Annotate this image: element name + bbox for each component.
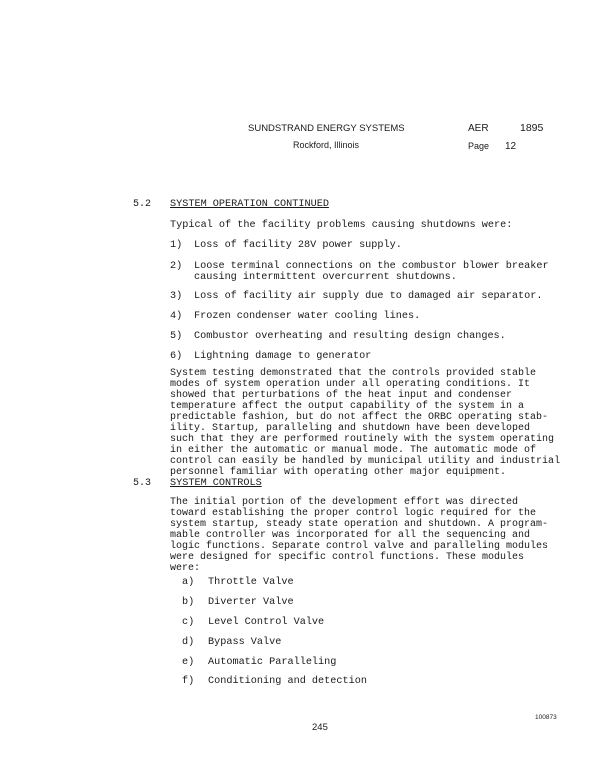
list-number: 2) bbox=[170, 261, 183, 272]
paragraph-line: in either the automatic or manual mode. The automatic mode of bbox=[170, 445, 537, 456]
list-item: Loss of facility 28V power supply. bbox=[194, 240, 402, 251]
list-item: Level Control Valve bbox=[208, 617, 325, 628]
list-item: Diverter Valve bbox=[208, 597, 294, 608]
paragraph-line: control can easily be handled by municipal utility and industrial bbox=[170, 456, 561, 467]
list-item: Throttle Valve bbox=[208, 577, 294, 588]
company-location: Rockford, Illinois bbox=[293, 140, 360, 150]
paragraph-line: were: bbox=[170, 563, 201, 574]
list-item: Loss of facility air supply due to damaged air separator. bbox=[194, 291, 543, 302]
paragraph-line: system startup, steady state operation and shutdown. A program- bbox=[170, 519, 549, 530]
section-title: SYSTEM CONTROLS bbox=[170, 478, 262, 489]
list-item: Loose terminal connections on the combustor blower breaker bbox=[194, 261, 549, 272]
list-item: Bypass Valve bbox=[208, 637, 282, 648]
list-item: Automatic Paralleling bbox=[208, 657, 337, 668]
paragraph-line: toward establishing the proper control logic required for the bbox=[170, 508, 537, 519]
paragraph-line: predictable fashion, but do not affect the ORBC operating stab- bbox=[170, 412, 549, 423]
paragraph-line: personnel familiar with operating other major equipment. bbox=[170, 467, 507, 478]
paragraph-line: ility. Startup, paralleling and shutdown have been developed bbox=[170, 423, 531, 434]
section-number: 5.2 bbox=[133, 199, 152, 210]
section-title: SYSTEM OPERATION CONTINUED bbox=[170, 199, 329, 210]
list-number: b) bbox=[182, 597, 195, 608]
list-number: 3) bbox=[170, 291, 183, 302]
page-number-footer: 245 bbox=[312, 722, 328, 733]
paragraph-line: modes of system operation under all operating conditions. It bbox=[170, 379, 531, 390]
paragraph-line: were designed for specific control functions. These modules bbox=[170, 552, 525, 563]
list-number: d) bbox=[182, 637, 195, 648]
list-number: 5) bbox=[170, 331, 183, 342]
list-item: Lightning damage to generator bbox=[194, 351, 372, 362]
paragraph-line: mable controller was incorporated for all the sequencing and bbox=[170, 530, 531, 541]
list-number: c) bbox=[182, 617, 195, 628]
list-number: 6) bbox=[170, 351, 183, 362]
report-number: 1895 bbox=[520, 122, 544, 134]
paragraph-line: showed that perturbations of the heat input and condenser bbox=[170, 390, 513, 401]
list-item: Combustor overheating and resulting design changes. bbox=[194, 331, 506, 342]
list-number: e) bbox=[182, 657, 195, 668]
document-id: 100873 bbox=[535, 714, 557, 721]
page-label: Page bbox=[468, 141, 490, 151]
list-item: Frozen condenser water cooling lines. bbox=[194, 311, 421, 322]
list-number: 4) bbox=[170, 311, 183, 322]
company-name: SUNDSTRAND ENERGY SYSTEMS bbox=[248, 123, 405, 134]
list-number: 1) bbox=[170, 240, 183, 251]
report-code: AER bbox=[468, 123, 489, 134]
list-number: a) bbox=[182, 577, 195, 588]
paragraph-line: temperature affect the output capability of the system in a bbox=[170, 401, 525, 412]
section-intro: Typical of the facility problems causing shutdowns were: bbox=[170, 220, 513, 231]
paragraph-line: such that they are performed routinely with the system operating bbox=[170, 434, 555, 445]
list-item: Conditioning and detection bbox=[208, 676, 367, 687]
list-item-continued: causing intermittent overcurrent shutdowns. bbox=[194, 272, 457, 283]
list-number: f) bbox=[182, 676, 195, 687]
paragraph-line: logic functions. Separate control valve and paralleling modules bbox=[170, 541, 549, 552]
paragraph-line: System testing demonstrated that the controls provided stable bbox=[170, 368, 537, 379]
page-number-header: 12 bbox=[505, 141, 517, 152]
section-number: 5.3 bbox=[133, 478, 152, 489]
paragraph-line: The initial portion of the development effort was directed bbox=[170, 497, 519, 508]
